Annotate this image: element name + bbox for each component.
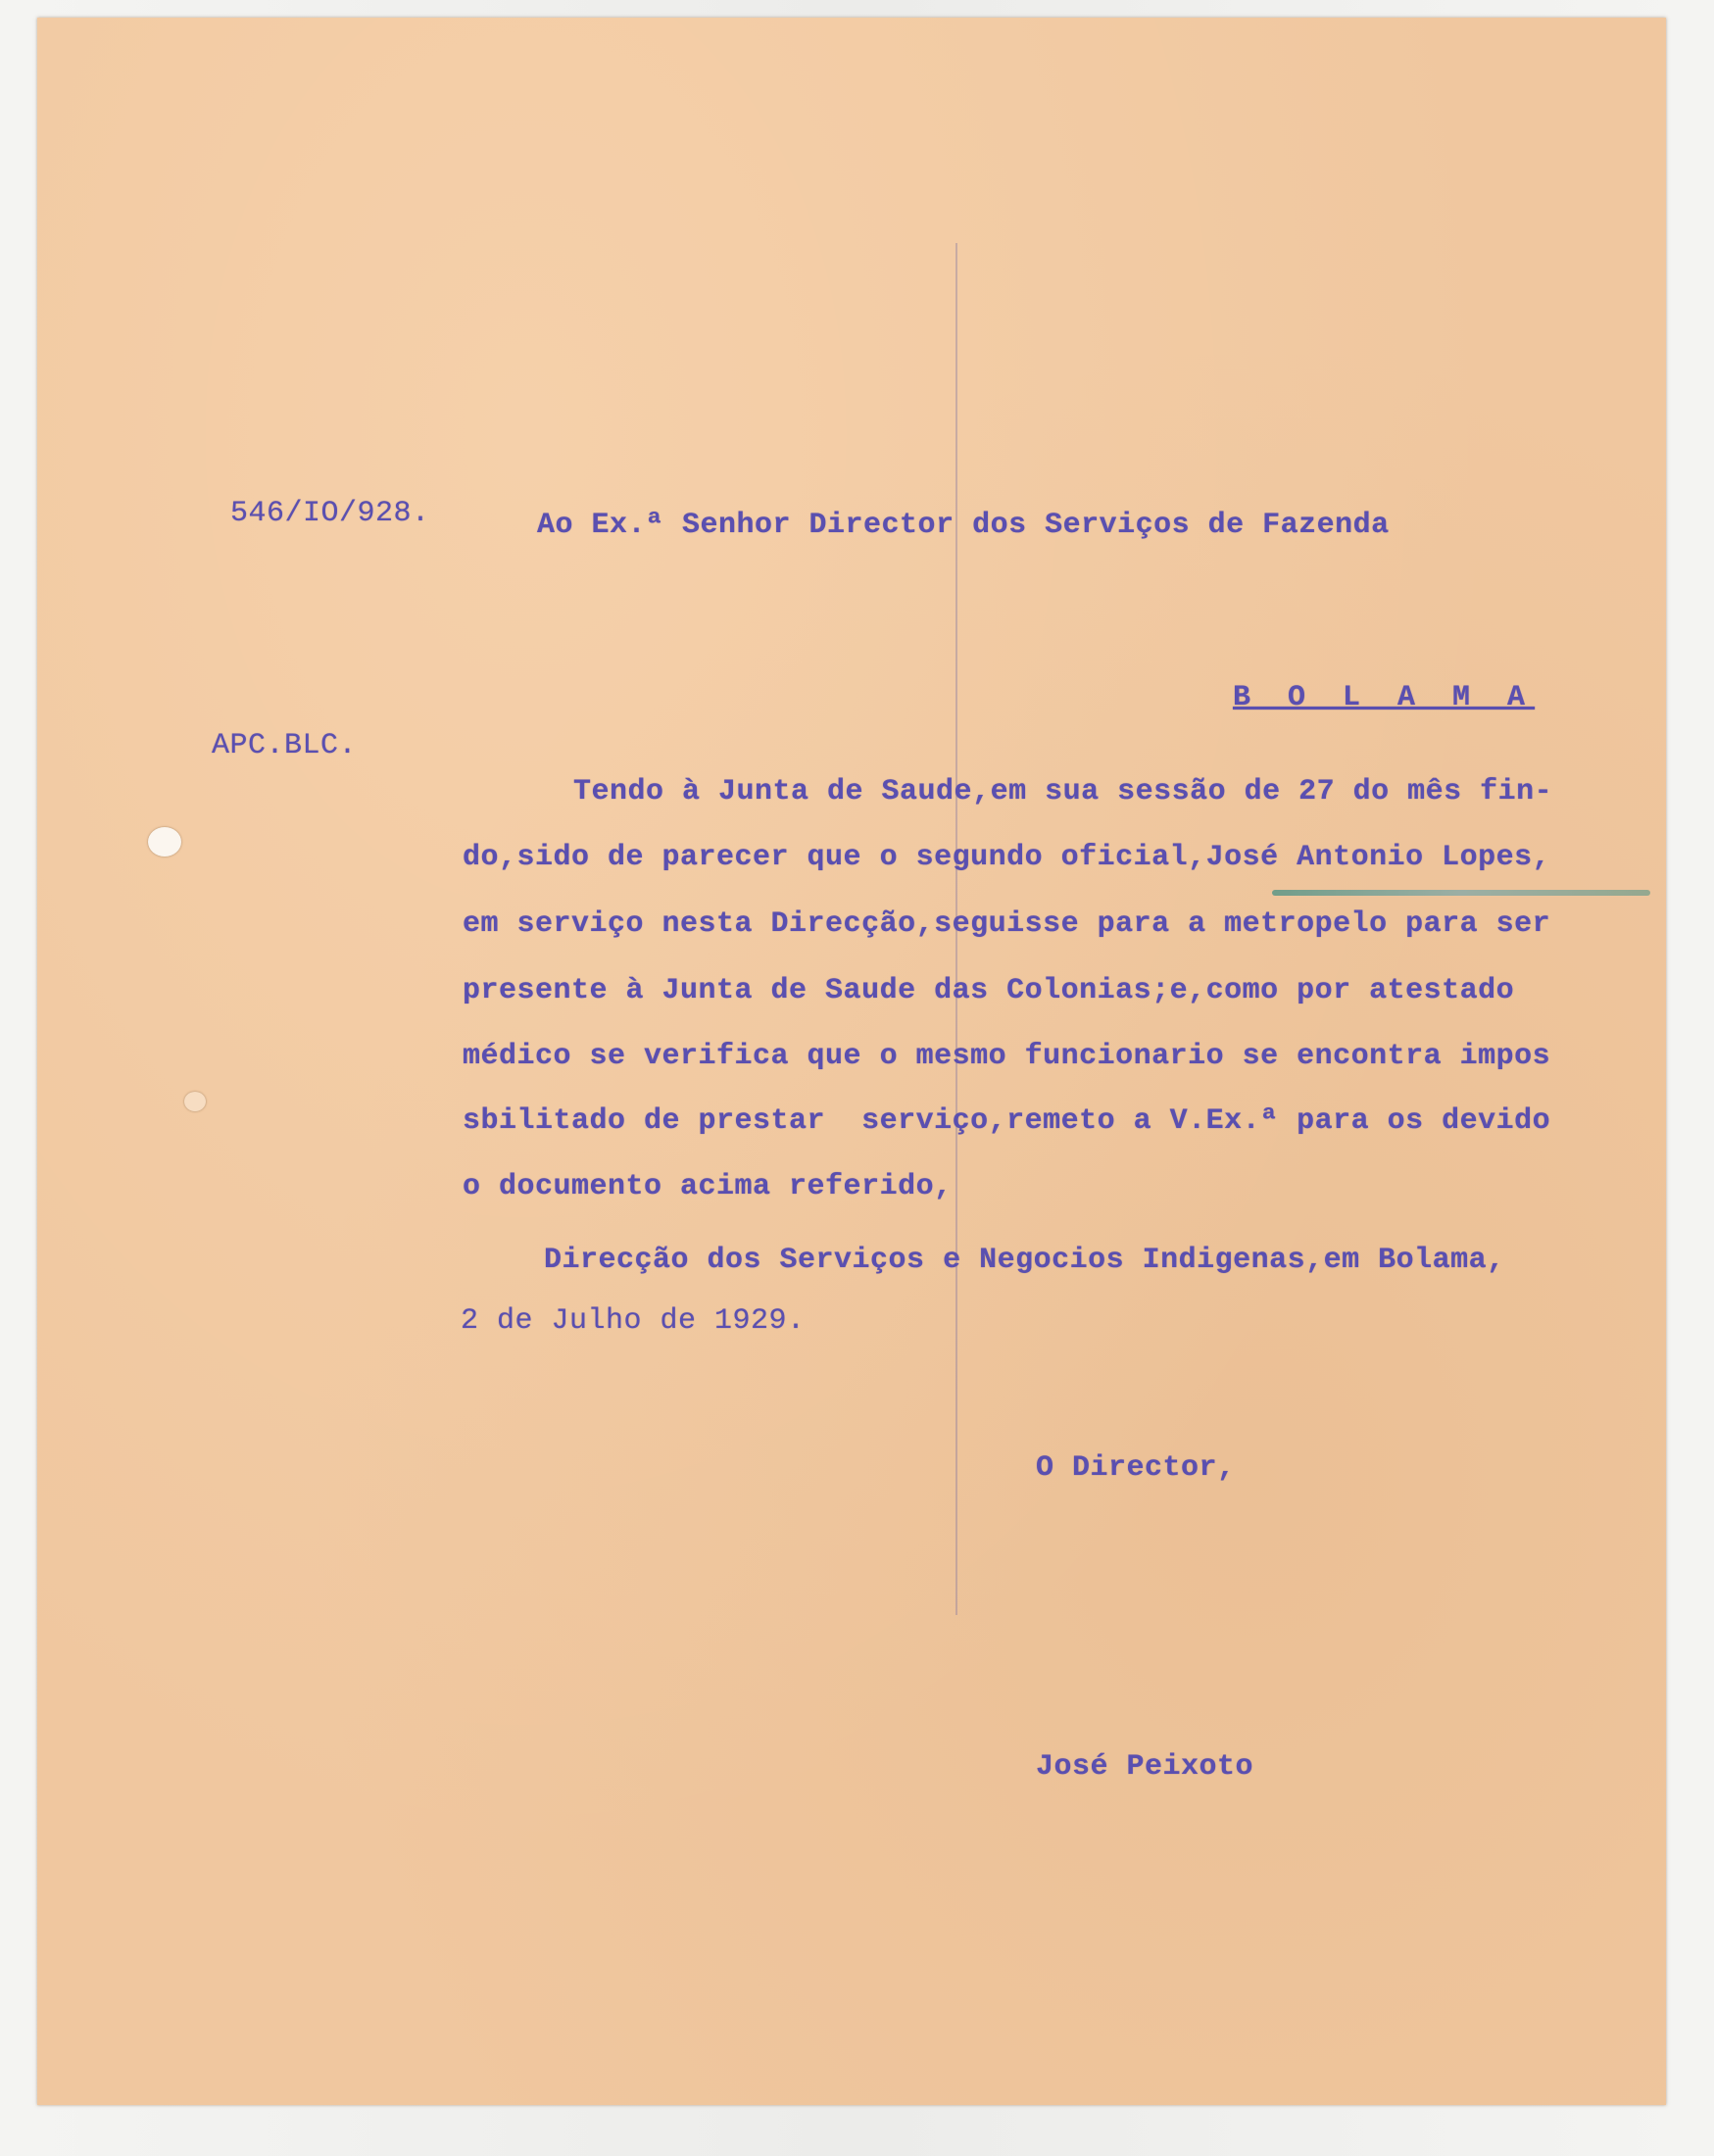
punch-hole-small [184,1092,206,1111]
punch-hole [148,827,181,857]
body-line-2: do,sido de parecer que o segundo oficial,José Antonio Lopes, [463,841,1551,874]
typist-initials: APC.BLC. [212,729,358,762]
body-line-5: médico se verifica que o mesmo funcionario se encontra impos [463,1040,1551,1073]
reference-number: 546/IO/928. [230,497,430,530]
body-line-3: em serviço nesta Direcção,seguisse para a metropelo para ser [463,907,1551,941]
signature-name: José Peixoto [1036,1750,1254,1784]
body-line-7: o documento acima referido, [463,1170,953,1203]
body-line-1: Tendo à Junta de Saude,em sua sessão de 27 do mês fin- [573,775,1553,808]
city-heading: B O L A M A [1233,681,1536,714]
closing-title: O Director, [1036,1451,1236,1485]
highlighted-name-underline [1272,890,1650,896]
body-line-4: presente à Junta de Saude das Colonias;e,como por atestado [463,974,1515,1007]
place-line: Direcção dos Serviços e Negocios Indigenas,em Bolama, [544,1244,1505,1277]
date-line: 2 de Julho de 1929. [461,1304,806,1338]
body-line-6: sbilitado de prestar serviço,remeto a V.Ex.ª para os devido [463,1104,1551,1138]
addressee-line: Ao Ex.ª Senhor Director dos Serviços de Fazenda [537,509,1390,542]
